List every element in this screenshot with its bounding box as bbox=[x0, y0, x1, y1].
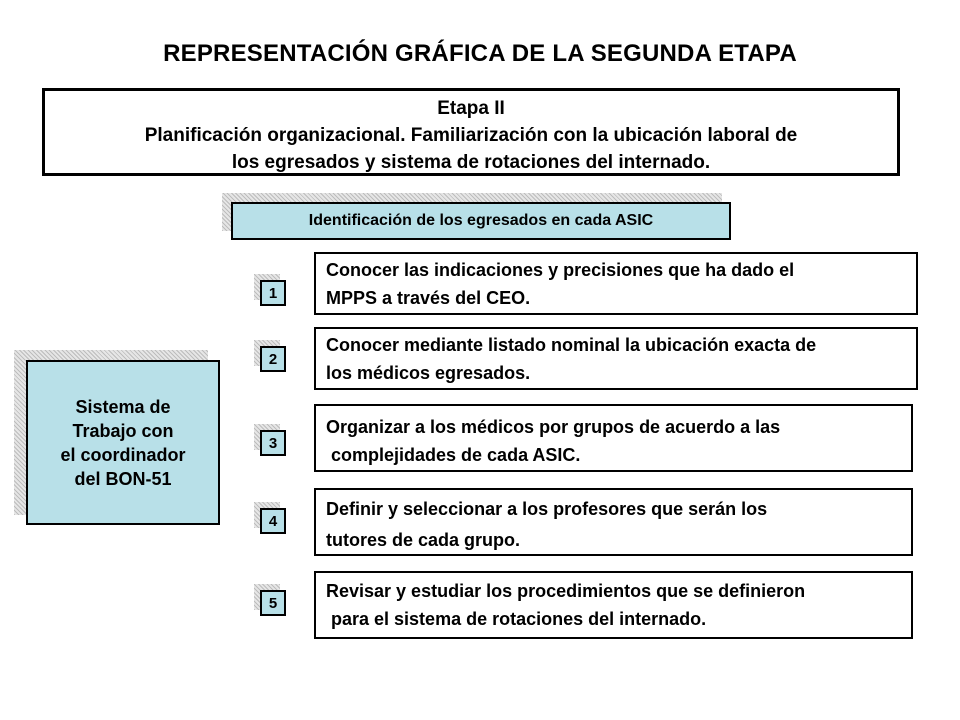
stage-description-line-2: los egresados y sistema de rotaciones del internado. bbox=[231, 152, 711, 173]
identification-label: Identificación de los egresados en cada ASIC bbox=[231, 202, 731, 240]
step-text-line-1: Conocer las indicaciones y precisiones que ha dado el bbox=[326, 260, 795, 280]
stage-box bbox=[42, 88, 900, 176]
step-text-line-2: para el sistema de rotaciones del internado. bbox=[326, 609, 707, 629]
step-number-label: 2 bbox=[260, 346, 286, 372]
system-line-3: el coordinador bbox=[60, 444, 186, 465]
system-line-4: del BON-51 bbox=[74, 468, 172, 489]
system-label bbox=[26, 360, 220, 525]
system-line-2: Trabajo con bbox=[72, 420, 174, 441]
step-box-2 bbox=[314, 327, 918, 390]
stage-label: Etapa II bbox=[437, 98, 505, 119]
step-box-4 bbox=[314, 488, 913, 556]
step-number-label: 4 bbox=[260, 508, 286, 534]
step-number-label: 3 bbox=[260, 430, 286, 456]
step-text-line-1: Revisar y estudiar los procedimientos que se definieron bbox=[326, 581, 806, 601]
step-text-line-2: MPPS a través del CEO. bbox=[326, 288, 531, 308]
page-title: REPRESENTACIÓN GRÁFICA DE LA SEGUNDA ETAPA bbox=[163, 40, 797, 67]
step-text-line-2: los médicos egresados. bbox=[326, 363, 531, 383]
step-box-3 bbox=[314, 404, 913, 472]
stage-description-line-1: Planificación organizacional. Familiarización con la ubicación laboral de bbox=[144, 125, 798, 146]
step-text-line-2: complejidades de cada ASIC. bbox=[326, 445, 581, 465]
system-line-1: Sistema de bbox=[75, 396, 171, 417]
step-box-1 bbox=[314, 252, 918, 315]
step-number-label: 5 bbox=[260, 590, 286, 616]
step-text-line-1: Definir y seleccionar a los profesores que serán los bbox=[326, 499, 768, 519]
step-text-line-1: Conocer mediante listado nominal la ubicación exacta de bbox=[326, 335, 817, 355]
step-text-line-2: tutores de cada grupo. bbox=[326, 530, 521, 550]
step-text-line-1: Organizar a los médicos por grupos de acuerdo a las bbox=[326, 417, 781, 437]
step-box-5 bbox=[314, 571, 913, 639]
step-number-label: 1 bbox=[260, 280, 286, 306]
